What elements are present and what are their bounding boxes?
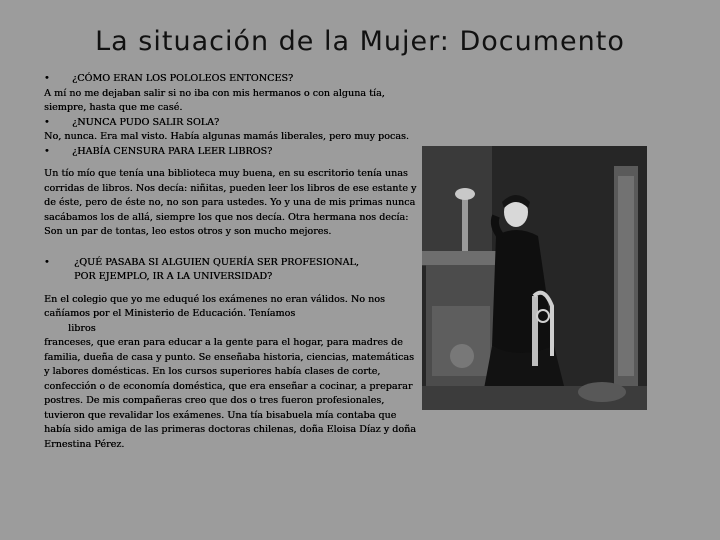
question-4: • ¿QUÉ PASABA SI ALGUIEN QUERÍA SER PROFESIONAL, POR EJEMPLO, IR A LA UNIVERSIDAD? — [44, 256, 359, 282]
question-1: • ¿CÓMO ERAN LOS POLOLEOS ENTONCES? — [44, 72, 419, 87]
photo-illustration — [422, 146, 647, 410]
historical-photo — [422, 146, 647, 410]
question-3: • ¿HABÍA CENSURA PARA LEER LIBROS? — [44, 145, 419, 160]
answer-3: Un tío mío que tenía una biblioteca muy buena, en su escritorio tenía unas corridas de libros. Nos decía: niñitas, pueden leer los libros de ese estante y de éste, pero de éste no, no son para ustedes. Yo y una de mis primas nunca sacábamos los de allá, siempre los que nos decía. Otra hermana nos decía: Son un par de tontas, leo estos otros y son mucho mejores. — [44, 168, 417, 237]
slide-title: La situación de la Mujer: Documento — [95, 26, 625, 57]
answer-4: En el colegio que yo me eduqué los exámenes no eran válidos. No nos cañíamos por el Ministerio de Educación. Teníamos libros franceses, que eran para educar a la gente para el hogar, para madres de familia, dueña de casa y punto. Se enseñaba historia, ciencias, matemáticas y labores domésticas. En los cursos superiores había clases de corte, confección o de economía doméstica, que era enseñar a cocinar, a preparar postres. De mis compañeras creo que dos o tres fueron profesionales, tuvieron que revalidar los exámenes. Una tía bisabuela mía contaba que había sido amiga de las primeras doctoras chilenas, doña Eloisa Díaz y doña Ernestina Pérez. — [44, 293, 416, 450]
bullet: • — [44, 73, 50, 84]
bullet: • — [44, 145, 50, 157]
answer-2: No, nunca. Era mal visto. Había algunas mamás liberales, pero muy pocas. — [44, 131, 409, 142]
answer-1: A mí no me dejaban salir si no iba con mis hermanos o con alguna tía, siempre, hasta que me casé. — [44, 87, 385, 113]
bullet: • — [44, 256, 50, 268]
question-2: • ¿NUNCA PUDO SALIR SOLA? — [44, 116, 419, 131]
document-text — [44, 72, 419, 452]
bullet: • — [44, 116, 50, 128]
